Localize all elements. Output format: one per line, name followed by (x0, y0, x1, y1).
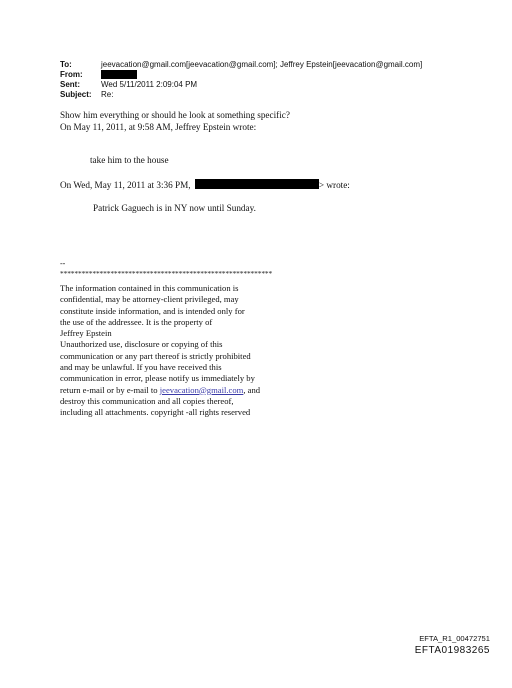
sent-row (60, 80, 422, 90)
disclaimer-line: destroy this communication and all copies thereof, (60, 395, 234, 406)
email-header (60, 60, 422, 100)
from-label: From: (60, 70, 83, 79)
disclaimer-line: Unauthorized use, disclosure or copying of this (60, 339, 223, 350)
disclaimer-line: including all attachments. copyright -all rights reserved (60, 407, 251, 418)
subject-value: Re: (101, 90, 114, 99)
disclaimer (60, 283, 260, 419)
disclaimer-line: and may be unlawful. If you have received this (60, 362, 222, 373)
disclaimer-line-text: return e-mail or by e-mail to (60, 384, 158, 395)
subject-row (60, 90, 422, 100)
disclaimer-line: confidential, may be attorney-client privileged, may (60, 294, 239, 305)
email-redaction (195, 179, 319, 189)
subject-label: Subject: (60, 90, 92, 99)
from-redaction (101, 70, 137, 79)
document-reference-2: EFTA01983265 (414, 645, 490, 656)
quote-line-2-suffix: > wrote: (318, 180, 350, 190)
disclaimer-line: Jeffrey Epstein (60, 328, 112, 339)
signature-stars: *********************************************************** (60, 269, 273, 278)
from-row (60, 70, 422, 80)
body-line-1: Show him everything or should he look at something specific? (60, 110, 290, 120)
quote-line-1: take him to the house (90, 155, 169, 165)
disclaimer-line-text: , and (243, 384, 261, 395)
to-row (60, 60, 422, 70)
email-link[interactable]: jeevacation@gmail.com (159, 384, 244, 395)
quote-line-2 (60, 179, 350, 192)
disclaimer-line (60, 385, 260, 396)
disclaimer-line: constitute inside information, and is intended only for (60, 305, 245, 316)
quote-line-2-prefix: On Wed, May 11, 2011 at 3:36 PM, (60, 180, 191, 190)
sent-value: Wed 5/11/2011 2:09:04 PM (101, 80, 198, 89)
to-value: jeevacation@gmail.com[jeevacation@gmail.com]; Jeffrey Epstein[jeevacation@gmail.com] (101, 60, 423, 69)
document-reference-1: EFTA_R1_00472751 (419, 634, 490, 643)
disclaimer-line: communication in error, please notify us immediately by (60, 373, 255, 384)
disclaimer-line: the use of the addressee. It is the property of (60, 316, 213, 327)
disclaimer-line: The information contained in this communication is (60, 283, 239, 293)
body-line-2: On May 11, 2011, at 9:58 AM, Jeffrey Epstein wrote: (60, 122, 257, 132)
signature-dashes: -- (60, 259, 66, 268)
to-label: To: (60, 60, 72, 69)
disclaimer-line: communication or any part thereof is strictly prohibited (60, 350, 251, 361)
sent-label: Sent: (60, 80, 80, 89)
quote-line-3: Patrick Gaguech is in NY now until Sunday. (93, 203, 256, 213)
